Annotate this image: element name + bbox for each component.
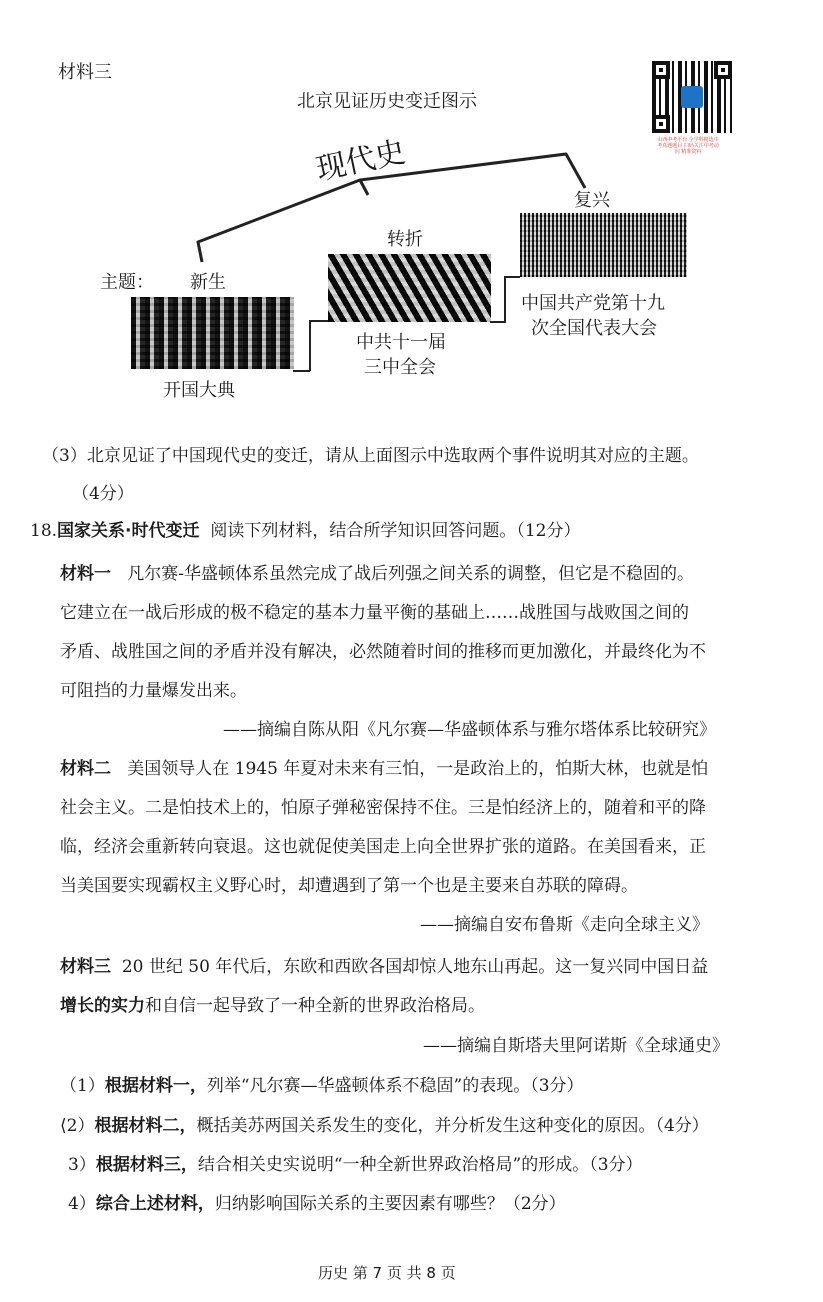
step2-event-line1: 中共十一届 (356, 332, 446, 353)
step2-event-line2: 三中全会 (364, 357, 436, 378)
m1-line2: 它建立在一战后形成的极不稳定的基本力量平衡的基础上……战胜国与战败国之间的 (60, 603, 689, 623)
era-label: 现代史 (313, 134, 409, 188)
m3-line1 (60, 952, 708, 977)
m2-line4: 当美国要实现霸权主义野心时，却遭遇到了第一个也是主要来自苏联的障碍。 (60, 876, 638, 896)
m1-line1 (60, 559, 694, 584)
q18-title: 国家关系·时代变迁 (57, 521, 200, 541)
qr-caption: 山西中考平台 全学科精选中考真题题目 扫码关注中考动向 精准资料 (657, 137, 719, 155)
m3-bold-phrase: 增长的实力 (60, 996, 145, 1016)
q18-sub1-bold: 根据材料一， (104, 1076, 207, 1096)
m3-source: ——摘编自斯塔夫里阿诺斯《全球通史》 (423, 1036, 729, 1056)
q17-3-line1: （3）北京见证了中国现代史的变迁，请从上面图示中选取两个事件说明其对应的主题。 (42, 446, 699, 466)
third-plenum-photo (328, 254, 491, 322)
step1-theme: 新生 (190, 272, 226, 293)
step3-event-line1: 中国共产党第十九 (521, 293, 665, 314)
q17-3-line2: （4分） (72, 484, 134, 504)
section-label: 材料三 (58, 62, 112, 83)
m2-line2: 社会主义。二是怕技术上的，怕原子弹秘密保持不住。三是怕经济上的，随着和平的降 (60, 798, 706, 818)
q18-heading (30, 516, 580, 541)
q18-sub4-bold: 综合上述材料， (95, 1194, 215, 1214)
q18-sub4 (68, 1189, 566, 1214)
page-footer: 历史 第 7 页 共 8 页 (318, 1264, 456, 1282)
q18-sub2-bold: 根据材料二， (94, 1116, 197, 1136)
m1-source: ——摘编自陈从阳《凡尔赛—华盛顿体系与雅尔塔体系比较研究》 (223, 720, 716, 740)
founding-ceremony-photo (131, 297, 294, 369)
q18-sub1-rest: 列举“凡尔赛—华盛顿体系不稳固”的表现。（3分） (206, 1076, 584, 1096)
step3-event-line2: 次全国代表大会 (531, 318, 657, 339)
m3-text-2: 和自信一起导致了一种全新的世界政治格局。 (145, 996, 485, 1016)
m1-text-1: 凡尔赛-华盛顿体系虽然完成了战后列强之间关系的调整，但它是不稳固的。 (127, 564, 694, 584)
m2-line1 (60, 754, 708, 779)
q18-sub2-num: ⟨2） (60, 1116, 95, 1136)
m2-label: 材料二 (60, 759, 111, 779)
q18-sub1 (60, 1071, 584, 1096)
m3-label: 材料三 (60, 957, 111, 977)
m2-text-1: 美国领导人在 1945 年夏对未来有三怕，一是政治上的，怕斯大林，也就是怕 (127, 759, 709, 779)
q18-sub1-num: （1） (60, 1076, 105, 1096)
q18-sub3 (68, 1150, 643, 1175)
qr-code (652, 61, 732, 133)
theme-label: 主题： (100, 272, 154, 293)
q18-sub3-bold: 根据材料三， (95, 1155, 198, 1175)
q18-sub3-rest: 结合相关史实说明“一种全新世界政治格局”的形成。（3分） (197, 1155, 643, 1175)
nineteenth-congress-photo (520, 213, 687, 277)
diagram-title: 北京见证历史变迁图示 (297, 91, 477, 112)
m3-line2 (60, 991, 485, 1016)
m3-text-1: 20 世纪 50 年代后，东欧和西欧各国却惊人地东山再起。这一复兴同中国日益 (121, 957, 709, 977)
q18-sub4-rest: 归纳影响国际关系的主要因素有哪些？（2分） (214, 1194, 566, 1214)
q18-intro: 阅读下列材料，结合所学知识回答问题。（12分） (210, 521, 581, 541)
m1-line3: 矛盾、战胜国之间的矛盾并没有解决，必然随着时间的推移而更加激化，并最终化为不 (60, 642, 706, 662)
q18-number: 18. (30, 521, 58, 541)
m2-source: ——摘编自安布鲁斯《走向全球主义》 (420, 915, 709, 935)
m2-line3: 临，经济会重新转向衰退。这也就促使美国走上向全世界扩张的道路。在美国看来，正 (60, 837, 706, 857)
step1-event: 开国大典 (163, 380, 235, 401)
q18-sub2-rest: 概括美苏两国关系发生的变化，并分析发生这种变化的原因。（4分） (196, 1116, 709, 1136)
q18-sub2 (60, 1111, 709, 1136)
q18-sub3-num: 3） (68, 1155, 96, 1175)
m1-line4: 可阻挡的力量爆发出来。 (60, 681, 247, 701)
step3-theme: 复兴 (574, 190, 610, 211)
step2-theme: 转折 (387, 229, 423, 250)
q18-sub4-num: 4） (68, 1194, 96, 1214)
m1-label: 材料一 (60, 564, 111, 584)
